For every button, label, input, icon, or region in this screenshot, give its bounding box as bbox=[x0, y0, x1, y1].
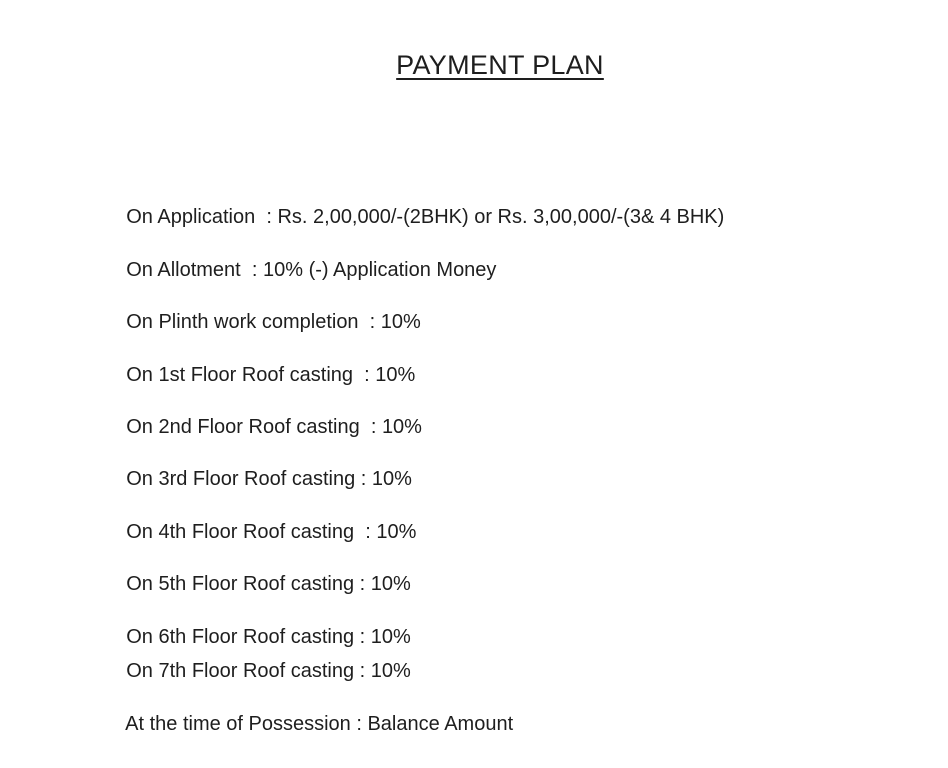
plan-row-value: 10% bbox=[381, 416, 422, 438]
plan-row-value: 10% bbox=[370, 573, 411, 595]
plan-row-separator: : bbox=[350, 713, 368, 735]
plan-row-label: On 3rd Floor Roof casting bbox=[126, 468, 356, 490]
plan-row-value: 10% bbox=[370, 660, 411, 682]
plan-row-value: 10% bbox=[371, 468, 412, 490]
plan-row-label: On Plinth work completion bbox=[126, 311, 359, 333]
plan-row-separator: : bbox=[240, 259, 263, 281]
plan-row-label: On 2nd Floor Roof casting bbox=[126, 416, 360, 438]
plan-row-value: Balance Amount bbox=[367, 713, 514, 735]
plan-row-separator: : bbox=[354, 626, 371, 648]
plan-row-possession bbox=[104, 688, 513, 760]
plan-row-label: On 4th Floor Roof casting bbox=[126, 521, 355, 543]
plan-row-value: 10% bbox=[370, 626, 411, 648]
plan-row-value: Rs. 2,00,000/-(2BHK) or Rs. 3,00,000/-(3& 4 BHK) bbox=[277, 206, 725, 228]
plan-row-separator: : bbox=[353, 364, 376, 386]
plan-row-separator: : bbox=[355, 468, 372, 490]
plan-row-separator: : bbox=[354, 660, 371, 682]
plan-row-label: On 1st Floor Roof casting bbox=[126, 364, 354, 386]
plan-row-value: 10% bbox=[376, 521, 417, 543]
plan-row-separator: : bbox=[255, 206, 278, 228]
plan-row-separator: : bbox=[358, 311, 381, 333]
plan-row-separator: : bbox=[354, 573, 371, 595]
plan-row-label: On 6th Floor Roof casting bbox=[126, 626, 355, 648]
plan-row-label: On Allotment bbox=[126, 259, 241, 281]
plan-row-value: 10% bbox=[380, 311, 421, 333]
plan-row-value: 10% (-) Application Money bbox=[262, 259, 497, 281]
plan-row-label: On Application bbox=[126, 206, 256, 228]
page-title: PAYMENT PLAN bbox=[396, 50, 604, 80]
plan-row-label: On 5th Floor Roof casting bbox=[126, 573, 355, 595]
plan-row-label: On 7th Floor Roof casting bbox=[126, 660, 355, 682]
plan-row-separator: : bbox=[354, 521, 377, 543]
plan-row-separator: : bbox=[359, 416, 382, 438]
plan-row-label: At the time of Possession bbox=[125, 713, 351, 735]
plan-row-value: 10% bbox=[375, 364, 416, 386]
